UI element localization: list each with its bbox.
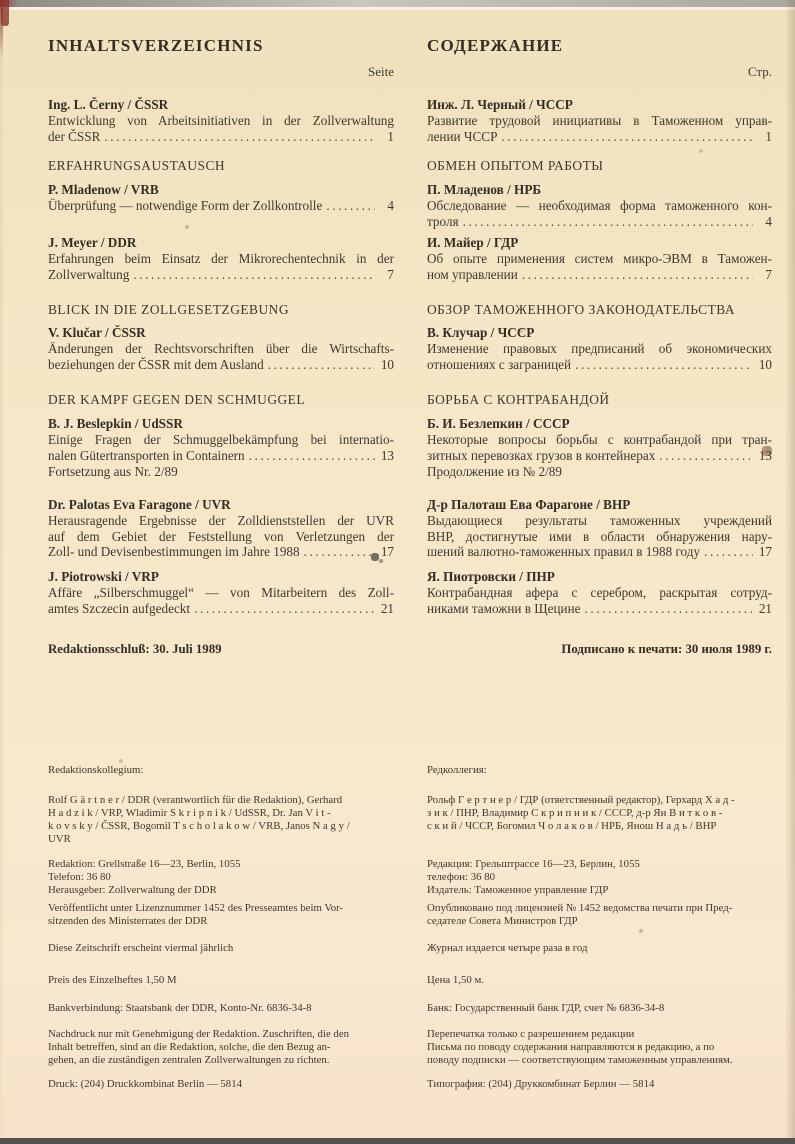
entry-author: Б. И. Безлепкин / СССР xyxy=(427,416,570,431)
entry-last-line xyxy=(427,601,772,617)
toc-entry xyxy=(427,569,772,616)
toc-entry xyxy=(48,325,394,372)
dot-leader xyxy=(326,198,375,214)
imprint-line: седателе Совета Министров ГДР xyxy=(427,915,578,927)
entry-last-line xyxy=(48,544,394,560)
page-number: 1 xyxy=(765,128,772,144)
imprint-line: поводу подписки — соответствующим таможенным управлениям. xyxy=(427,1054,733,1066)
page-number: 4 xyxy=(387,198,394,213)
page-number: 10 xyxy=(758,356,772,372)
toc-entry xyxy=(427,182,772,229)
dot-leader xyxy=(463,214,753,230)
entry-author: И. Майер / ГДР xyxy=(427,235,519,250)
imprint-paragraph xyxy=(48,884,396,897)
toc-entry xyxy=(427,235,772,282)
entry-line: Einige Fragen der Schmuggelbekämpfung bei internatio- xyxy=(48,432,394,447)
imprint-line: Preis des Einzelheftes 1,50 M xyxy=(48,974,177,986)
toc-title-right: СОДЕРЖАНИЕ xyxy=(427,36,564,55)
page-number: 21 xyxy=(380,600,394,616)
toc-entry xyxy=(427,416,772,480)
imprint-line: Telefon: 36 80 xyxy=(48,871,111,883)
imprint-line: Цена 1,50 м. xyxy=(427,974,484,986)
page-number: 7 xyxy=(387,266,394,282)
imprint-line: Herausgeber: Zollverwaltung der DDR xyxy=(48,884,217,896)
entry-line-text: никами таможни в Щецине xyxy=(427,600,581,616)
paper-specks xyxy=(0,0,2,2)
imprint-line: H a d z i k / VRP, Wladimir S k r i p n i k / UdSSR, Dr. Jan V i t - xyxy=(48,807,331,819)
imprint-line: Inhalt betreffen, sind an die Redaktion, solche, die den Bezug an- xyxy=(48,1041,331,1053)
imprint-paragraph xyxy=(48,974,396,987)
imprint-paragraph xyxy=(48,1028,396,1067)
imprint-line: Redaktionskollegium: xyxy=(48,764,144,776)
page-number: 17 xyxy=(380,544,394,560)
entry-line: Изменение правовых предписаний об экономических xyxy=(427,341,772,356)
section-heading: ОБМЕН ОПЫТОМ РАБОТЫ xyxy=(427,158,604,173)
section-heading: ERFAHRUNGSAUSTAUSCH xyxy=(48,158,226,173)
entry-line-text: Überprüfung — notwendige Form der Zollkontrolle xyxy=(48,198,323,213)
entry-line: auf dem Gebiet der Feststellung von Verletzungen der xyxy=(48,528,394,544)
imprint-paragraph xyxy=(427,1002,779,1015)
entry-note: Fortsetzung aus Nr. 2/89 xyxy=(48,464,178,480)
toc-entry xyxy=(48,497,394,560)
entry-line-text: der ČSSR xyxy=(48,128,101,144)
dot-leader xyxy=(268,357,375,373)
entry-author: V. Klučar / ČSSR xyxy=(48,325,146,340)
imprint-paragraph xyxy=(427,974,779,987)
imprint-line: телефон: 36 80 xyxy=(427,871,495,883)
entry-line: Herausragende Ergebnisse der Zolldienststellen der UVR xyxy=(48,513,394,528)
entry-last-line xyxy=(48,601,394,617)
entry-line-text: лении ЧССР xyxy=(427,128,498,144)
entry-line: Выдающиеся результаты таможенных учреждений xyxy=(427,513,772,528)
imprint-line: Diese Zeitschrift erscheint viermal jährlich xyxy=(48,942,234,954)
toc-entry xyxy=(427,325,772,372)
toc-entry xyxy=(48,416,394,480)
dot-leader xyxy=(133,267,375,283)
entry-line-text: шений валютно-таможенных правил в 1988 году xyxy=(427,544,701,560)
page-column-label-right: Стр. xyxy=(747,64,772,79)
scan-bottom-edge xyxy=(0,1138,795,1144)
imprint-left xyxy=(48,762,396,1132)
toc-entry xyxy=(48,569,394,616)
entry-line-text: Zoll- und Devisenbestimmungen im Jahre 1988 xyxy=(48,544,300,560)
imprint-line: с к и й / ЧССР, Богомил Ч о л а к о в / НРБ, Янош Н а д ь / ВНР xyxy=(427,820,717,832)
imprint-line: Rolf G ä r t n e r / DDR (verantwortlich für die Redaktion), Gerhard xyxy=(48,794,343,806)
dot-leader xyxy=(501,129,753,145)
entry-line-text: beziehungen der ČSSR mit dem Ausland xyxy=(48,356,264,372)
imprint-paragraph xyxy=(427,858,779,871)
toc-right xyxy=(427,0,772,730)
entry-line-text: троля xyxy=(427,213,459,229)
imprint-line: Письма по поводу содержания направляются в редакцию, а по xyxy=(427,1041,715,1053)
entry-last-line xyxy=(48,267,394,283)
entry-last-line xyxy=(427,267,772,283)
imprint-line: k o v s k y / ČSSR, Bogomil T s c h o l a k o w / VRB, Janos N a g y / xyxy=(48,820,350,832)
deadline-left: Redaktionsschluß: 30. Juli 1989 xyxy=(48,642,222,656)
entry-author: В. Клучар / ЧССР xyxy=(427,325,535,340)
imprint-line: Банк: Государственный банк ГДР, счет № 6836-34-8 xyxy=(427,1002,665,1014)
imprint-paragraph xyxy=(48,902,396,928)
imprint-line: Redaktion: Grellstraße 16—23, Berlin, 1055 xyxy=(48,858,241,870)
imprint-line: Опубликовано под лицензией № 1452 ведомства печати при Пред- xyxy=(427,902,733,914)
entry-author: П. Младенов / НРБ xyxy=(427,182,542,197)
imprint-paragraph xyxy=(427,1028,779,1067)
entry-last-line xyxy=(427,544,772,560)
entry-line-text: nalen Gütertransporten in Containern xyxy=(48,447,245,463)
section-heading: БОРЬБА С КОНТРАБАНДОЙ xyxy=(427,392,610,407)
toc-title-left: INHALTSVERZEICHNIS xyxy=(48,36,264,55)
imprint-paragraph xyxy=(48,764,396,777)
entry-line: Контрабандная афера с серебром, раскрытая сотруд- xyxy=(427,585,772,600)
entry-line-text: зитных перевозках грузов в контейнерах xyxy=(427,447,656,463)
toc-left xyxy=(48,0,394,730)
scan-left-edge xyxy=(0,0,3,1144)
imprint-line: Журнал издается четыре раза в год xyxy=(427,942,588,954)
entry-author: Инж. Л. Черный / ЧССР xyxy=(427,97,573,112)
imprint-line: Редакция: Грельштрассе 16—23, Берлин, 1055 xyxy=(427,858,640,870)
entry-line: ВНР, достигнутые ими в области обнаружения нару- xyxy=(427,528,772,544)
imprint-line: gehen, an die zuständigen zentralen Zollverwaltungen zu richten. xyxy=(48,1054,330,1066)
dot-leader xyxy=(585,601,754,617)
entry-author: P. Mladenow / VRB xyxy=(48,182,159,197)
toc-entry xyxy=(48,182,394,214)
imprint-line: Рольф Г е р т н е р / ГДР (ответственный редактор), Герхард Х а д - xyxy=(427,794,735,806)
page-number: 13 xyxy=(758,447,772,463)
dot-leader xyxy=(249,448,375,464)
entry-last-line xyxy=(48,129,394,145)
entry-author: Я. Пиотровски / ПНР xyxy=(427,569,555,584)
page-number: 1 xyxy=(387,128,394,144)
imprint-line: Nachdruck nur mit Genehmigung der Redaktion. Zuschriften, die den xyxy=(48,1028,350,1040)
dot-leader xyxy=(304,544,375,560)
imprint-right xyxy=(427,762,779,1132)
scan-right-edge-shadow xyxy=(785,0,795,1144)
dot-leader xyxy=(522,267,753,283)
page-number: 4 xyxy=(765,213,772,229)
page-number: 17 xyxy=(758,544,772,560)
imprint-line: Перепечатка только с разрешением редакции xyxy=(427,1028,635,1040)
section-heading: BLICK IN DIE ZOLLGESETZGEBUNG xyxy=(48,302,289,317)
dot-leader xyxy=(575,357,753,373)
entry-line: Affäre „Silberschmuggel“ — von Mitarbeitern des Zoll- xyxy=(48,585,394,600)
page-column-label-left: Seite xyxy=(368,64,394,79)
dot-leader xyxy=(659,448,753,464)
imprint-paragraph xyxy=(427,942,779,955)
entry-author: B. J. Beslepkin / UdSSR xyxy=(48,416,183,431)
imprint-line: Издатель: Таможенное управление ГДР xyxy=(427,884,609,896)
toc-entry xyxy=(48,235,394,282)
imprint-line: sitzenden des Ministerrates der DDR xyxy=(48,915,208,927)
entry-author: Ing. L. Černy / ČSSR xyxy=(48,97,169,112)
imprint-paragraph xyxy=(427,794,779,833)
toc-entry xyxy=(427,497,772,560)
dot-leader xyxy=(704,544,753,560)
imprint-line: UVR xyxy=(48,833,71,845)
dot-leader xyxy=(104,129,375,145)
deadline-right: Подписано к печати: 30 июля 1989 г. xyxy=(561,642,772,656)
entry-last-line xyxy=(48,357,394,373)
section-heading: DER KAMPF GEGEN DEN SCHMUGGEL xyxy=(48,392,306,407)
entry-line-text: отношениях с заграницей xyxy=(427,356,572,372)
entry-last-line xyxy=(427,214,772,230)
entry-author: J. Piotrowski / VRP xyxy=(48,569,159,584)
imprint-line: Типография: (204) Друккомбинат Берлин — 5814 xyxy=(427,1078,655,1090)
page-number: 21 xyxy=(758,600,772,616)
imprint-line: з и к / ПНР, Владимир С к р и п н и к / СССР, д-р Ян В и т к о в - xyxy=(427,807,723,819)
page-number: 7 xyxy=(765,266,772,282)
entry-note: Продолжение из № 2/89 xyxy=(427,464,562,480)
imprint-paragraph xyxy=(48,1078,396,1091)
entry-last-line xyxy=(427,357,772,373)
imprint-paragraph xyxy=(48,871,396,884)
entry-line: Erfahrungen beim Einsatz der Mikrorechentechnik in der xyxy=(48,251,394,266)
entry-last-line xyxy=(427,448,772,464)
page-number: 13 xyxy=(380,447,394,463)
imprint-line: Druck: (204) Druckkombinat Berlin — 5814 xyxy=(48,1078,243,1090)
entry-author: Д-р Палоташ Ева Фарагоне / ВНР xyxy=(427,497,631,512)
imprint-paragraph xyxy=(427,764,779,777)
imprint-paragraph xyxy=(48,858,396,871)
entry-author: J. Meyer / DDR xyxy=(48,235,137,250)
page-number: 10 xyxy=(380,356,394,372)
entry-line: Änderungen der Rechtsvorschriften über die Wirtschafts- xyxy=(48,341,394,356)
entry-line-text: amtes Szczecin aufgedeckt xyxy=(48,600,191,616)
imprint-line: Bankverbindung: Staatsbank der DDR, Konto-Nr. 6836-34-8 xyxy=(48,1002,312,1014)
entry-line-text: ном управлении xyxy=(427,266,518,282)
entry-line: Об опыте применения систем микро-ЭВМ в Таможен- xyxy=(427,251,772,266)
entry-line: Некоторые вопросы борьбы с контрабандой при тран- xyxy=(427,432,772,447)
entry-line: Entwicklung von Arbeitsinitiativen in der Zollverwaltung xyxy=(48,113,394,128)
imprint-paragraph xyxy=(48,794,396,846)
scan-corner-artifact xyxy=(1,0,9,26)
imprint-paragraph xyxy=(48,942,396,955)
dot-leader xyxy=(194,601,375,617)
entry-line: Обследование — необходимая форма таможенного кон- xyxy=(427,198,772,213)
imprint-line: Veröffentlicht unter Lizenznummer 1452 des Presseamtes beim Vor- xyxy=(48,902,344,914)
imprint-paragraph xyxy=(48,1002,396,1015)
imprint-paragraph xyxy=(427,871,779,884)
entry-line-text: Zollverwaltung xyxy=(48,266,130,282)
imprint-line: Редколлегия: xyxy=(427,764,487,776)
entry-last-line xyxy=(48,198,394,214)
imprint-paragraph xyxy=(427,902,779,928)
section-heading: ОБЗОР ТАМОЖЕННОГО ЗАКОНОДАТЕЛЬСТВА xyxy=(427,302,736,317)
entry-line: Развитие трудовой инициативы в Таможенном управ- xyxy=(427,113,772,128)
imprint-paragraph xyxy=(427,884,779,897)
entry-author: Dr. Palotas Eva Faragone / UVR xyxy=(48,497,231,512)
entry-last-line xyxy=(48,448,394,464)
entry-last-line xyxy=(427,129,772,145)
toc-entry xyxy=(427,97,772,144)
imprint-paragraph xyxy=(427,1078,779,1091)
toc-entry xyxy=(48,97,394,144)
